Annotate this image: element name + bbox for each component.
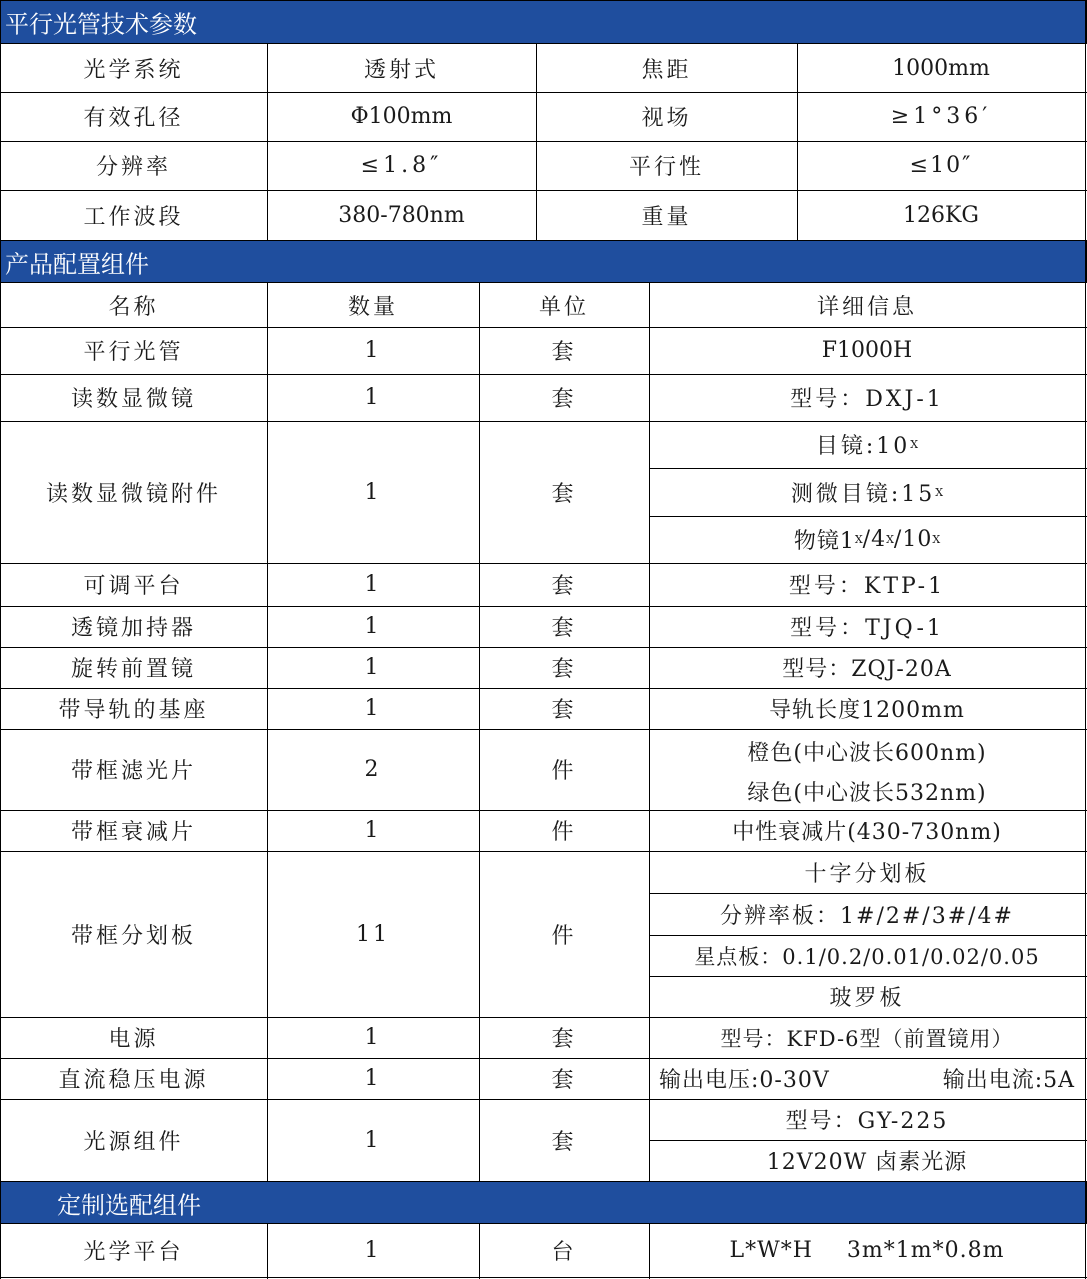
spec-label: 焦距 [641, 57, 692, 83]
table-row-unit: 套 [551, 698, 577, 723]
spec-value: ≥1°36′ [890, 104, 992, 129]
table-row-detail-current: 输出电流:5A [942, 1068, 1075, 1093]
section-title: 定制选配组件 [57, 1191, 201, 1219]
table-row-qty: 2 [364, 757, 382, 782]
table-row-qty: 1 [364, 1066, 382, 1091]
section-header-tech-specs [0, 0, 1087, 44]
table-row-qty: 1 [364, 1127, 382, 1153]
section-header-custom [0, 1181, 1087, 1224]
table-row-name: 光源组件 [83, 1129, 184, 1155]
table-row-qty: 1 [364, 1025, 382, 1050]
custom-row-unit: 台 [551, 1240, 577, 1265]
table-row-unit: 套 [551, 387, 577, 412]
table-row-qty: 1 [364, 338, 382, 363]
table-row-detail: 导轨长度1200mm [769, 698, 965, 723]
spec-value: ≤1.8″ [360, 153, 443, 178]
spec-label: 平行性 [628, 155, 704, 180]
table-row-name: 电源 [108, 1027, 159, 1052]
spec-value: ≤10″ [909, 153, 973, 178]
table-row-detail: 橙色(中心波长600nm) [747, 740, 987, 766]
table-row-name: 带导轨的基座 [58, 698, 209, 723]
table-row-unit: 套 [551, 340, 577, 365]
custom-row-name: 光学平台 [83, 1240, 184, 1265]
spec-value: 126KG [902, 202, 979, 228]
table-row-unit: 套 [551, 657, 577, 682]
table-row-qty: 1 [364, 655, 382, 680]
table-row-qty: 1 [364, 479, 382, 505]
table-row-detail: 型号：KFD-6型（前置镜用） [720, 1026, 1014, 1051]
column-header-name: 名称 [108, 294, 159, 320]
table-row-name: 旋转前置镜 [70, 657, 196, 682]
table-row-unit: 套 [551, 616, 577, 641]
table-row-detail: 型号：ZQJ-20A [782, 657, 952, 682]
spec-label: 分辨率 [95, 155, 171, 180]
table-row-detail: 型号：TJQ-1 [790, 616, 944, 641]
table-row-qty: 1 [364, 696, 382, 721]
table-row-name: 透镜加持器 [70, 616, 196, 641]
spec-label: 视场 [641, 106, 692, 131]
table-row-qty: 1 [364, 572, 382, 597]
spec-label: 有效孔径 [83, 106, 184, 131]
section-title: 产品配置组件 [5, 250, 149, 278]
spec-label: 重量 [641, 204, 692, 230]
table-row-unit: 套 [551, 574, 577, 599]
table-row-name: 带框分划板 [70, 923, 196, 949]
section-title: 平行光管技术参数 [5, 10, 197, 39]
table-row-detail: 分辨率板：1#/2#/3#/4# [720, 903, 1014, 929]
table-row-name: 直流稳压电源 [58, 1068, 209, 1093]
table-row-name: 读数显微镜 [70, 387, 196, 412]
table-row-qty: 1 [364, 614, 382, 639]
column-header-unit: 单位 [538, 294, 589, 320]
table-row-qty: 11 [356, 921, 390, 947]
table-row-detail: F1000H [821, 338, 913, 363]
custom-row-detail: L*W*H 3m*1m*0.8m [729, 1238, 1005, 1263]
spec-value: 透射式 [363, 57, 439, 83]
table-row-detail-micrometer: 测微目镜:15 X [790, 481, 944, 507]
table-row-name: 读数显微镜附件 [45, 481, 221, 507]
table-row-detail: 型号：DXJ-1 [790, 387, 944, 412]
custom-row-qty: 1 [364, 1238, 382, 1263]
spec-label: 光学系统 [83, 57, 184, 83]
table-row-unit: 套 [551, 1129, 577, 1155]
table-row-unit: 件 [551, 923, 577, 949]
table-row-name: 带框衰减片 [70, 820, 196, 845]
table-row-unit: 套 [551, 481, 577, 507]
spec-value: 380-780nm [338, 202, 465, 228]
table-row-detail: 星点板：0.1/0.2/0.01/0.02/0.05 [694, 944, 1040, 969]
column-header-detail: 详细信息 [816, 294, 917, 320]
spec-label: 工作波段 [83, 204, 184, 230]
table-row-name: 平行光管 [83, 340, 184, 365]
table-row-detail: 中性衰减片(430-730nm) [732, 820, 1002, 845]
table-row-detail: 型号：KTP-1 [788, 574, 946, 599]
column-header-qty: 数量 [347, 294, 398, 320]
spec-value: Φ100mm [350, 104, 453, 129]
table-row-detail: 12V20W 卤素光源 [766, 1150, 968, 1175]
table-row-qty: 1 [364, 818, 382, 843]
table-row-unit: 套 [551, 1068, 577, 1093]
table-row-detail-voltage: 输出电压:0-30V [659, 1068, 830, 1093]
spec-value: 1000mm [892, 55, 990, 81]
table-row-detail: 型号：GY-225 [785, 1109, 949, 1134]
table-row-detail: 十字分划板 [804, 861, 930, 887]
table-row-detail: 绿色(中心波长532nm) [747, 780, 987, 806]
table-row-detail: 玻罗板 [829, 986, 905, 1011]
table-row-unit: 件 [551, 759, 577, 784]
table-row-detail-eyepiece: 目镜:10 X [815, 434, 919, 459]
section-header-config [0, 240, 1087, 283]
table-row-unit: 套 [551, 1027, 577, 1052]
table-row-name: 带框滤光片 [70, 759, 196, 784]
table-row-name: 可调平台 [83, 574, 184, 599]
table-row-unit: 件 [551, 820, 577, 845]
table-row-detail-objective: 物镜1 X /4 X /10 X [793, 527, 941, 554]
table-row-qty: 1 [364, 385, 382, 410]
